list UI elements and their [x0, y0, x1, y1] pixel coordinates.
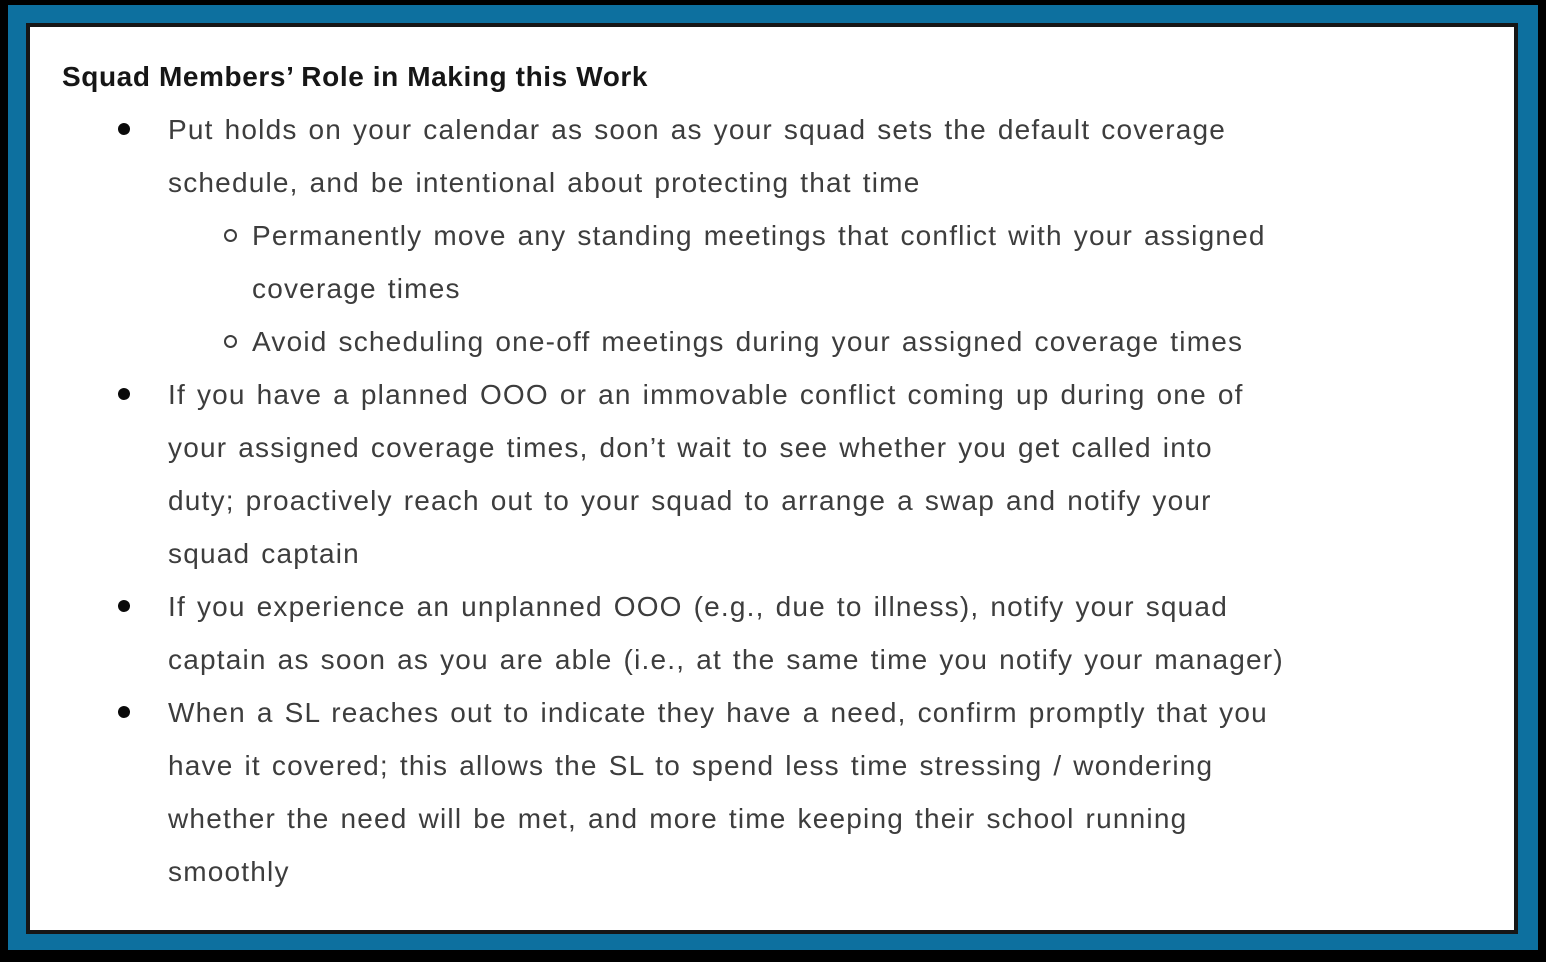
list-item-text	[168, 368, 1480, 580]
bulleted-list	[62, 103, 1480, 898]
list-item-text	[168, 103, 1480, 209]
list-item	[62, 580, 1480, 686]
list-item-text	[252, 209, 1480, 315]
document-panel	[26, 23, 1518, 934]
list-item-line: coverage times	[252, 273, 461, 304]
filled-bullet-icon	[118, 388, 130, 400]
section-heading: Squad Members’ Role in Making this Work	[62, 61, 649, 92]
filled-bullet-icon	[118, 600, 130, 612]
list-item-line: Avoid scheduling one-off meetings during your assigned coverage times	[252, 326, 1244, 357]
list-item-line: When a SL reaches out to indicate they have a need, confirm promptly that you	[168, 697, 1268, 728]
list-item-line: have it covered; this allows the SL to spend less time stressing / wondering	[168, 750, 1214, 781]
list-item-line: captain as soon as you are able (i.e., at the same time you notify your manager)	[168, 644, 1284, 675]
list-item-line: duty; proactively reach out to your squad to arrange a swap and notify your	[168, 485, 1212, 516]
list-item-line: schedule, and be intentional about protecting that time	[168, 167, 921, 198]
list-item-line: your assigned coverage times, don’t wait to see whether you get called into	[168, 432, 1213, 463]
list-item	[62, 209, 1480, 315]
filled-bullet-icon	[118, 123, 130, 135]
hollow-bullet-icon	[224, 229, 237, 242]
filled-bullet-icon	[118, 706, 130, 718]
list-item-text	[168, 686, 1480, 898]
list-item	[62, 686, 1480, 898]
list-item	[62, 315, 1480, 368]
list-item-line: If you experience an unplanned OOO (e.g., due to illness), notify your squad	[168, 591, 1228, 622]
list-item-line: squad captain	[168, 538, 360, 569]
list-item	[62, 368, 1480, 580]
list-item-text	[252, 315, 1480, 368]
list-item	[62, 103, 1480, 209]
list-item-line: If you have a planned OOO or an immovable conflict coming up during one of	[168, 379, 1244, 410]
list-item-text	[168, 580, 1480, 686]
list-item-line: whether the need will be met, and more time keeping their school running	[168, 803, 1188, 834]
list-item-line: Permanently move any standing meetings that conflict with your assigned	[252, 220, 1266, 251]
hollow-bullet-icon	[224, 335, 237, 348]
list-item-line: smoothly	[168, 856, 290, 887]
list-item-line: Put holds on your calendar as soon as your squad sets the default coverage	[168, 114, 1227, 145]
